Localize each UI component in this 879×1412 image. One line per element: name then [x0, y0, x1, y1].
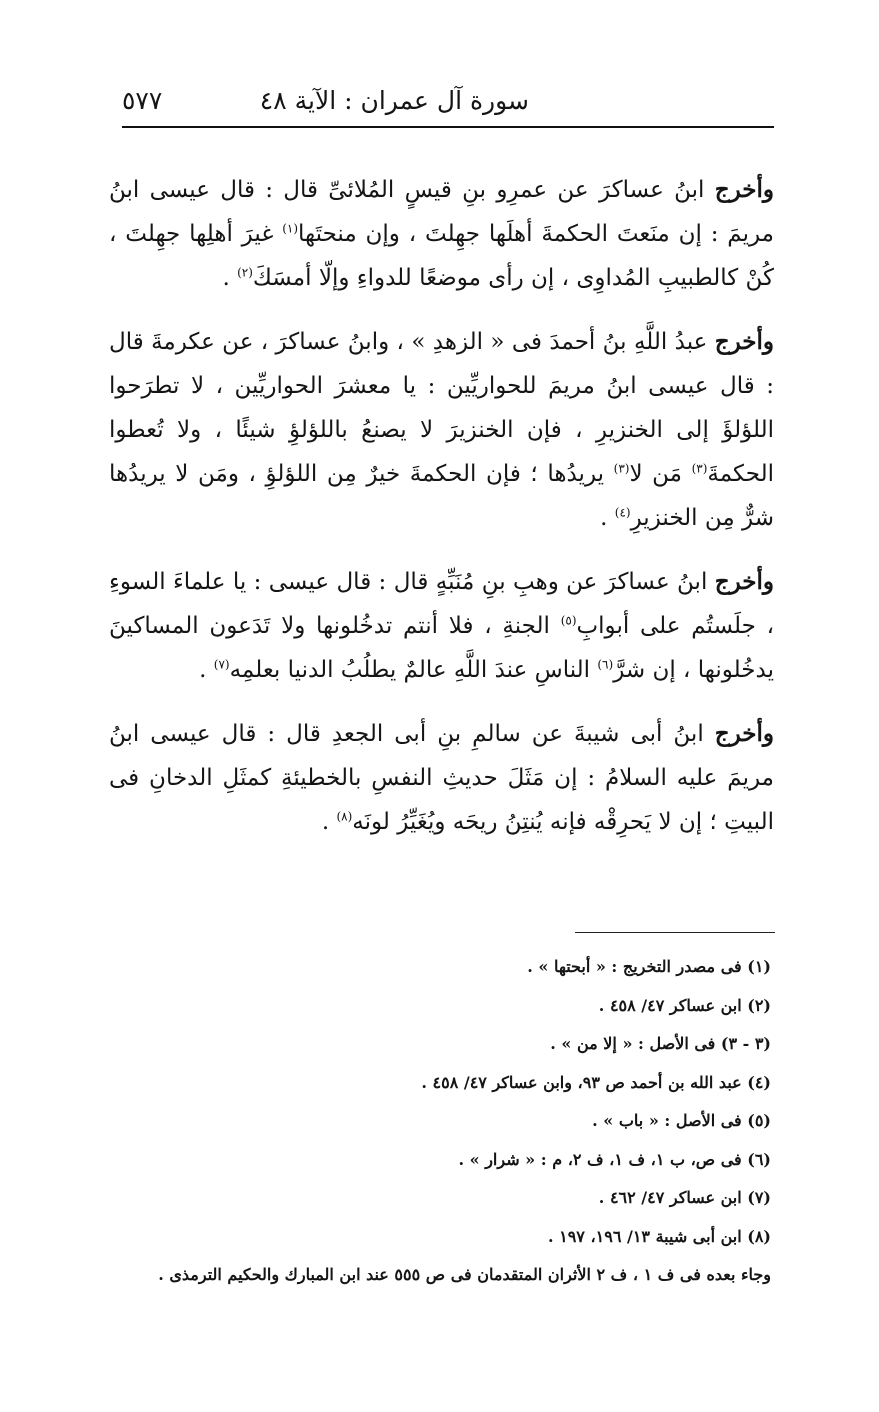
footnote-2: (٢) ابن عساكر ٤٧/ ٤٥٨ .: [598, 995, 771, 1015]
paragraph-4: [109, 712, 774, 844]
footnote-reference: (٨): [336, 809, 353, 824]
paragraph-end-mark: .: [199, 657, 207, 683]
footnote-reference: (٦): [597, 657, 614, 672]
footnote-4: (٤) عبد الله بن أحمد ص ٩٣، وابن عساكر ٤٧/ ٤٥٨ .: [421, 1072, 771, 1092]
paragraph-text: عبدُ اللَّهِ بنُ أحمدَ فى « الزهدِ » ، وابنُ عساكرَ ، عن عكرمةَ قال : قال عيسى ابنُ مريمَ للحواريِّين : يا معشرَ الحواريِّين ، لا تطرَحوا اللؤلؤَ إلى الخنزيرِ ، فإن الخنزيرَ لا يصنعُ باللؤلؤِ شيئًا ، ولا تُعطوا الحكمةَ: [109, 329, 774, 487]
footnote-7: (٧) ابن عساكر ٤٧/ ٤٦٢ .: [598, 1188, 771, 1207]
footnote-reference: (١): [282, 221, 299, 236]
footnotes: [91, 948, 771, 1295]
header-rule: [122, 126, 774, 128]
paragraph-end-mark: .: [600, 505, 608, 531]
footnote-separator: [575, 932, 775, 933]
page-number: ٥٧٧: [122, 86, 163, 115]
paragraph-3: [109, 560, 774, 692]
running-title: سورة آل عمران : الآية ٤٨: [259, 86, 529, 115]
paragraph-text: ابنُ أبى شيبةَ عن سالمِ بنِ أبى الجعدِ قال : قال عيسى ابنُ مريمَ عليه السلامُ : إن مَثَلَ حديثِ النفسِ بالخطيئةِ كمثَلِ الدخانِ فى البيتِ ؛ إن لا يَحرِقْه فإنه يُنتِنُ ريحَه ويُغَيِّرُ لونَه: [109, 721, 774, 835]
paragraph-text: ابنُ عساكرَ عن وهبِ بنِ مُنَبِّهٍ قال : قال عيسى : يا علماءَ السوءِ ، جلَستُم على أبوابِ: [109, 569, 774, 639]
paragraph-text: يريدُها ؛ فإن الحكمةَ خيرٌ مِن اللؤلؤِ ، ومَن لا يريدُها شرٌّ مِن الخنزيرِ: [109, 461, 774, 531]
footnote-3: (٣ - ٣) فى الأصل : « إلا من » .: [550, 1034, 771, 1053]
footnote-reference: (٢): [237, 265, 253, 280]
footnote-reference: (٥): [560, 613, 577, 628]
paragraph-text: مَن لا: [629, 461, 682, 487]
paragraph-1: [109, 168, 774, 300]
footnote-reference: (٤): [614, 505, 631, 520]
paragraph-lead: وأخرج: [714, 328, 774, 355]
paragraph-lead: وأخرج: [714, 568, 775, 595]
footnote-6: (٦) فى ص، ب ١، ف ١، ف ٢، م : « شرار » .: [458, 1149, 771, 1169]
footnote-reference: (٣): [691, 461, 708, 476]
paragraph-end-mark: .: [321, 809, 330, 835]
footnote-reference: (٧): [213, 657, 230, 672]
footnote-5: (٥) فى الأصل : « باب » .: [592, 1111, 771, 1130]
footnote-1: (١) فى مصدر التخريج : « أبحتها » .: [527, 957, 771, 976]
paragraph-lead: وأخرج: [714, 720, 775, 747]
paragraph-text: الجنةِ ، فلا أنتم تدخُلونها ولا تَدَعون المساكينَ يدخُلونها ، إن شرَّ: [109, 613, 774, 683]
paragraph-text: غيرَ أهلِها جهِلتَ ، كُنْ كالطبيبِ المُداوِى ، إن رأى موضعًا للدواءِ وإلّا أمسَكَ: [109, 221, 774, 291]
page-header: [122, 82, 774, 122]
main-text: [109, 168, 774, 864]
paragraph-text: الناسِ عندَ اللَّهِ عالمٌ يطلُبُ الدنيا بعلمِه: [229, 657, 591, 683]
footnote-8: (٨) ابن أبى شيبة ١٣/ ١٩٦، ١٩٧ .: [547, 1226, 771, 1246]
paragraph-2: [109, 320, 774, 540]
paragraph-end-mark: .: [222, 265, 230, 291]
paragraph-text: ابنُ عساكرَ عن عمرِو بنِ قيسٍ المُلائىِّ قال : قال عيسى ابنُ مريمَ : إن منَعتَ الحكمةَ أهلَها جهِلتَ ، وإن منحتَها: [109, 177, 775, 247]
paragraph-lead: وأخرج: [714, 176, 774, 203]
footnote-8-continuation: وجاء بعده فى ف ١ ، ف ٢ الأثران المتقدمان فى ص ٥٥٥ عند ابن المبارك والحكيم الترمذى .: [158, 1265, 771, 1284]
footnote-reference: (٣): [613, 461, 630, 476]
